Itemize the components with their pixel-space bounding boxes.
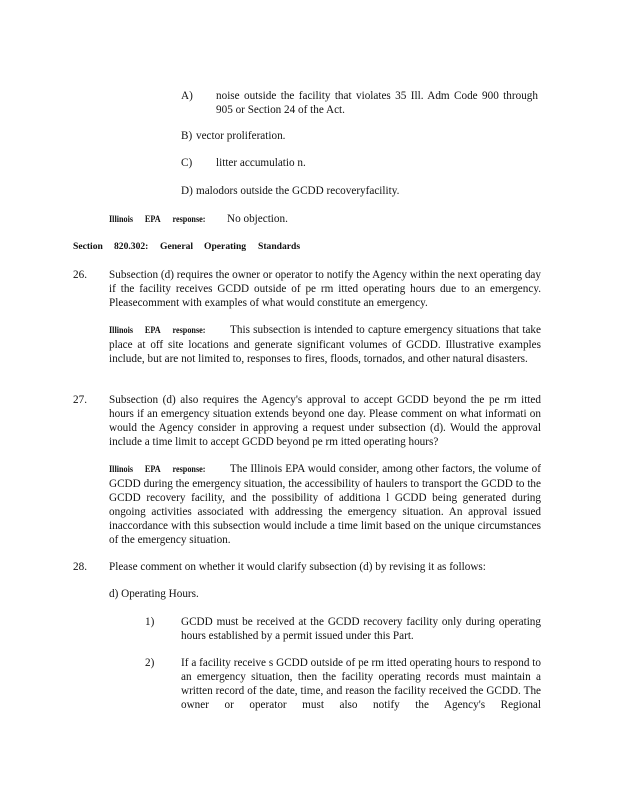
question-response: Illinois EPA response: The Illinois EPA would consider, among other factors, the volume of GCDD during the emergency situation, the accessibility of haulers to transport the GCDD to the GCDD recovery facility, and the possibility of additiona l GCDD being generated during ongoing activities associated with addressing the emergency situation. An approval issued inaccordance with this subsection would include a time limit based on the unique circumstances of the emergency situation. — [109, 463, 541, 546]
section-heading — [0, 240, 618, 254]
question-text: Subsection (d) also requires the Agency's approval to accept GCDD beyond the pe rm itted hours if an emergency situation extends beyond one day. Please comment on what informati on would the Agency consider in approving a request under subsection (d). Would the approval include a time limit to accept GCDD beyond pe rm itted operating hours? — [109, 394, 541, 448]
section-word: General — [160, 241, 194, 252]
list-item-text: noise outside the facility that violates 35 Ill. Adm Code 900 through 905 or Section 24 of the Act. — [216, 90, 538, 116]
question-text: Subsection (d) requires the owner or operator to notify the Agency within the next operating day if the facility receives GCDD outside of pe rm itted operating hours due to an emergency. Pleasecomment with examples of what would constitute an emergency. — [109, 269, 541, 309]
question-number: 28. — [73, 561, 87, 573]
response-text: No objection. — [227, 213, 288, 225]
list-item-label: B) — [181, 130, 193, 142]
list-item-text: litter accumulatio n. — [216, 157, 306, 169]
list-item-label: A) — [181, 90, 193, 102]
list-item-text: vector proliferation. — [196, 130, 286, 142]
proposed-item-text: GCDD must be received at the GCDD recovery facility only during operating hours established by a permit issued under this Part. — [181, 616, 541, 642]
proposed-item-label: 1) — [145, 616, 155, 628]
response-label: Illinois EPA response: — [109, 214, 206, 225]
section-number: 820.302: — [114, 241, 149, 252]
question-response: Illinois EPA response: This subsection is intended to capture emergency situations that take place at off site locations and generate significant volumes of GCDD. Illustrative examples include, but are not limited to, responses to fires, floods, tornados, and other natural disasters. — [109, 324, 541, 365]
list-item-text: malodors outside the GCDD recoveryfacility. — [196, 185, 400, 197]
section-word: Section — [73, 241, 103, 252]
proposed-item-text: If a facility receive s GCDD outside of pe rm itted operating hours to respond to an emergency situation, then the facility operating records must maintain a written record of the date, time, and reason the facility received the GCDD. The owner or operator must also notify the Agency's Regional — [181, 657, 541, 711]
list-item-label: D) — [181, 185, 193, 197]
section-word: Operating — [204, 241, 247, 252]
section-word: Standards — [258, 241, 301, 252]
proposed-item-label: 2) — [145, 657, 155, 669]
question-text: Please comment on whether it would clarify subsection (d) by revising it as follows: — [109, 561, 486, 573]
list-item-label: C) — [181, 157, 193, 169]
question-number: 26. — [73, 269, 87, 281]
question-number: 27. — [73, 394, 87, 406]
proposed-heading: d) Operating Hours. — [109, 588, 199, 600]
